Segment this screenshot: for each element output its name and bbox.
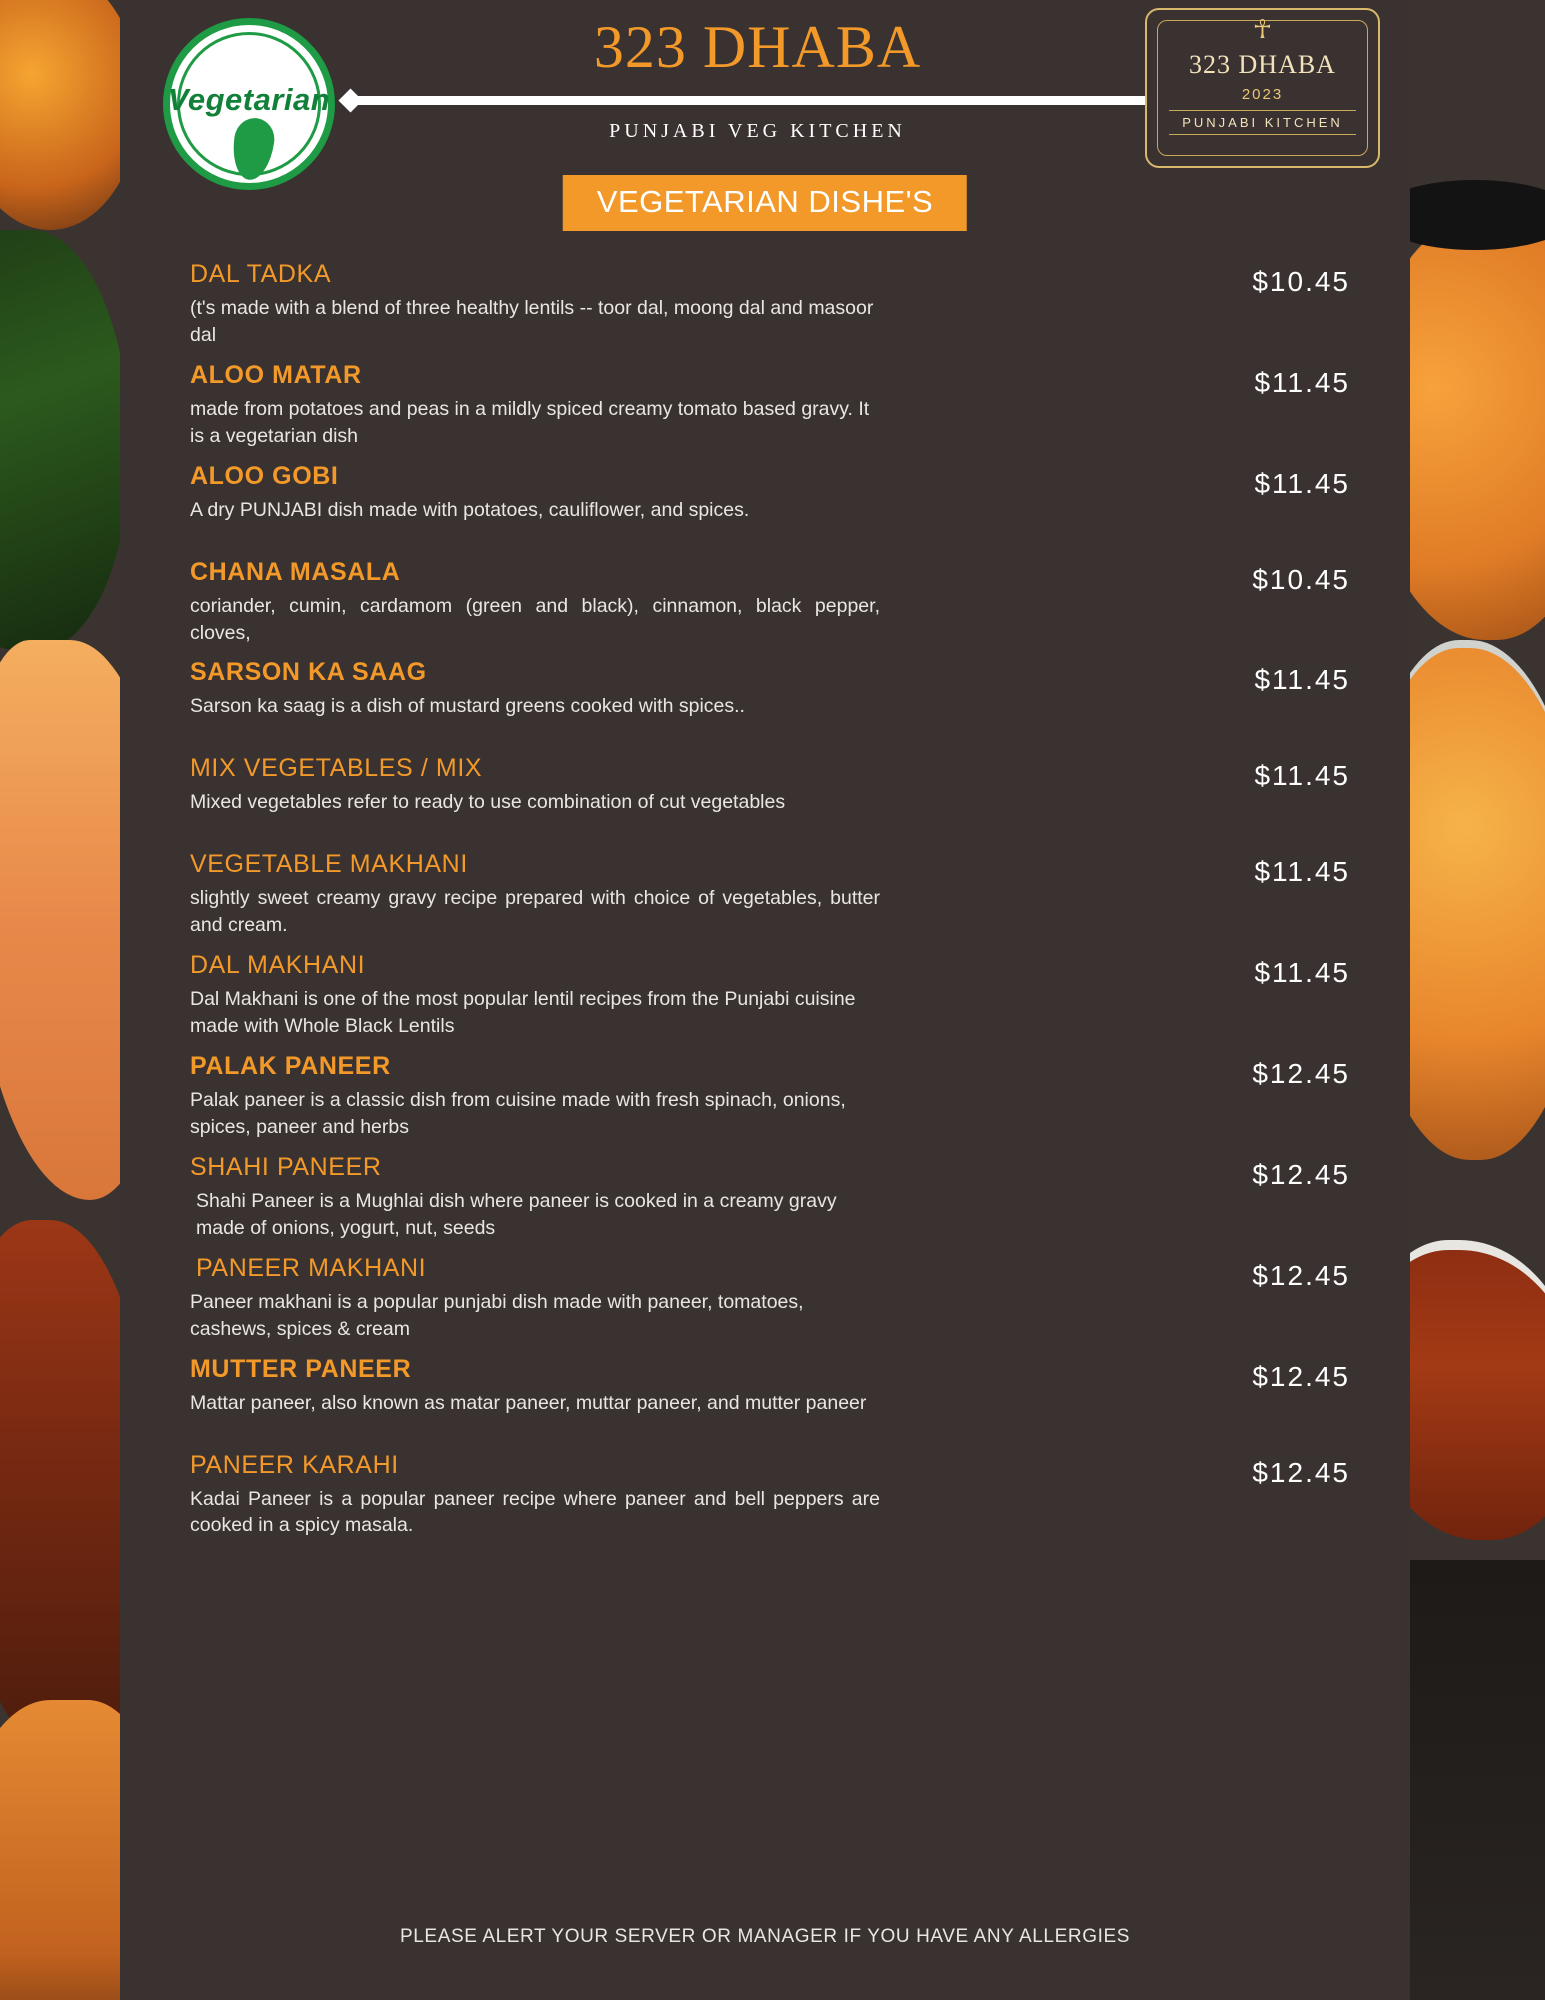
item-description: Sarson ka saag is a dish of mustard greens cooked with spices..: [190, 695, 745, 718]
item-name: DAL MAKHANI: [190, 951, 366, 980]
item-description: Mattar paneer, also known as matar paneer, muttar paneer, and mutter paneer: [190, 1391, 867, 1414]
menu-item: [190, 1153, 1350, 1242]
menu-item: [190, 361, 1350, 450]
item-price: $11.45: [1254, 760, 1350, 792]
item-name: SARSON KA SAAG: [190, 658, 427, 687]
item-name: VEGETABLE MAKHANI: [190, 850, 468, 879]
item-description: Palak paneer is a classic dish from cuisine made with fresh spinach, onions, spices, paneer and herbs: [190, 1089, 846, 1138]
item-price: $11.45: [1254, 467, 1350, 499]
menu-item: [190, 1451, 1350, 1540]
item-price: $10.45: [1252, 266, 1350, 297]
item-name: MIX VEGETABLES / MIX: [190, 754, 483, 783]
menu-item: [190, 462, 1350, 546]
logo-name: 323 DHABA: [1189, 50, 1336, 79]
menu-item: [190, 1355, 1350, 1439]
item-price: $12.45: [1252, 1058, 1350, 1090]
item-description: coriander, cumin, cardamom (green and black), cinnamon, black pepper, cloves,: [190, 594, 880, 644]
item-name: SHAHI PANEER: [190, 1152, 382, 1181]
allergy-notice: PLEASE ALERT YOUR SERVER OR MANAGER IF YOU HAVE ANY ALLERGIES: [399, 1926, 1130, 1947]
vegetarian-badge-icon: [145, 10, 345, 200]
item-name: PANEER KARAHI: [190, 1450, 399, 1479]
restaurant-logo: [1145, 8, 1380, 168]
menu-card: [120, 0, 1410, 2000]
item-name: ALOO GOBI: [190, 461, 339, 490]
menu-header: [120, 0, 1410, 248]
right-photo-strip: [1410, 0, 1545, 2000]
item-name: DAL TADKA: [190, 260, 332, 288]
menu-item: [190, 558, 1350, 647]
item-name: ALOO MATAR: [190, 360, 362, 389]
divider-rule: [350, 96, 1165, 105]
item-price: $12.45: [1252, 1158, 1350, 1190]
item-description: Kadai Paneer is a popular paneer recipe where paneer and bell peppers are cooked in a spicy masala.: [190, 1487, 880, 1537]
item-description: Paneer makhani is a popular punjabi dish made with paneer, tomatoes, cashews, spices & cream: [190, 1290, 804, 1340]
menu-item: [190, 951, 1350, 1040]
khanda-icon: ☥: [1252, 14, 1273, 44]
item-price: $11.45: [1254, 856, 1350, 888]
item-price: $11.45: [1254, 664, 1350, 696]
item-price: $12.45: [1252, 1259, 1350, 1291]
brand-subtitle: PUNJABI VEG KITCHEN: [609, 120, 906, 142]
logo-subtitle: PUNJABI KITCHEN: [1169, 110, 1356, 135]
item-description: Shahi Paneer is a Mughlai dish where paneer is cooked in a creamy gravy made of onions, yogurt, nut, seeds: [196, 1189, 837, 1239]
section-title-badge: VEGETARIAN DISHE'S: [563, 175, 967, 231]
item-name: MUTTER PANEER: [190, 1354, 412, 1383]
menu-item: [190, 658, 1350, 742]
item-name: CHANA MASALA: [190, 557, 401, 586]
item-description: Dal Makhani is one of the most popular lentil recipes from the Punjabi cuisine made with Whole Black Lentils: [190, 988, 856, 1038]
item-price: $12.45: [1252, 1456, 1350, 1488]
logo-year: 2023: [1241, 86, 1284, 103]
menu-item: [190, 754, 1350, 838]
menu-item: [190, 1254, 1350, 1343]
menu-item: [190, 850, 1350, 939]
item-description: Mixed vegetables refer to ready to use combination of cut vegetables: [190, 791, 786, 814]
item-name: PANEER MAKHANI: [196, 1253, 427, 1282]
item-price: $11.45: [1254, 366, 1350, 398]
item-description: A dry PUNJABI dish made with potatoes, cauliflower, and spices.: [190, 498, 750, 521]
left-photo-strip: [0, 0, 120, 2000]
brand-title-wrap: [350, 0, 1165, 80]
page-title: 323 DHABA: [593, 14, 922, 80]
item-name: PALAK PANEER: [190, 1052, 391, 1081]
item-price: $10.45: [1252, 563, 1350, 595]
item-description: (t's made with a blend of three healthy lentils -- toor dal, moong dal and masoor dal: [190, 297, 874, 346]
menu-items-list: [120, 248, 1410, 1539]
menu-item: [190, 1052, 1350, 1141]
menu-item: [190, 260, 1350, 349]
vegetarian-badge-label: Vegetarian: [167, 82, 331, 117]
item-price: $11.45: [1254, 957, 1350, 989]
item-price: $12.45: [1252, 1360, 1350, 1392]
item-description: slightly sweet creamy gravy recipe prepared with choice of vegetables, butter and cream.: [190, 887, 880, 937]
item-description: made from potatoes and peas in a mildly spiced creamy tomato based gravy. It is a vegetarian dish: [190, 397, 870, 447]
